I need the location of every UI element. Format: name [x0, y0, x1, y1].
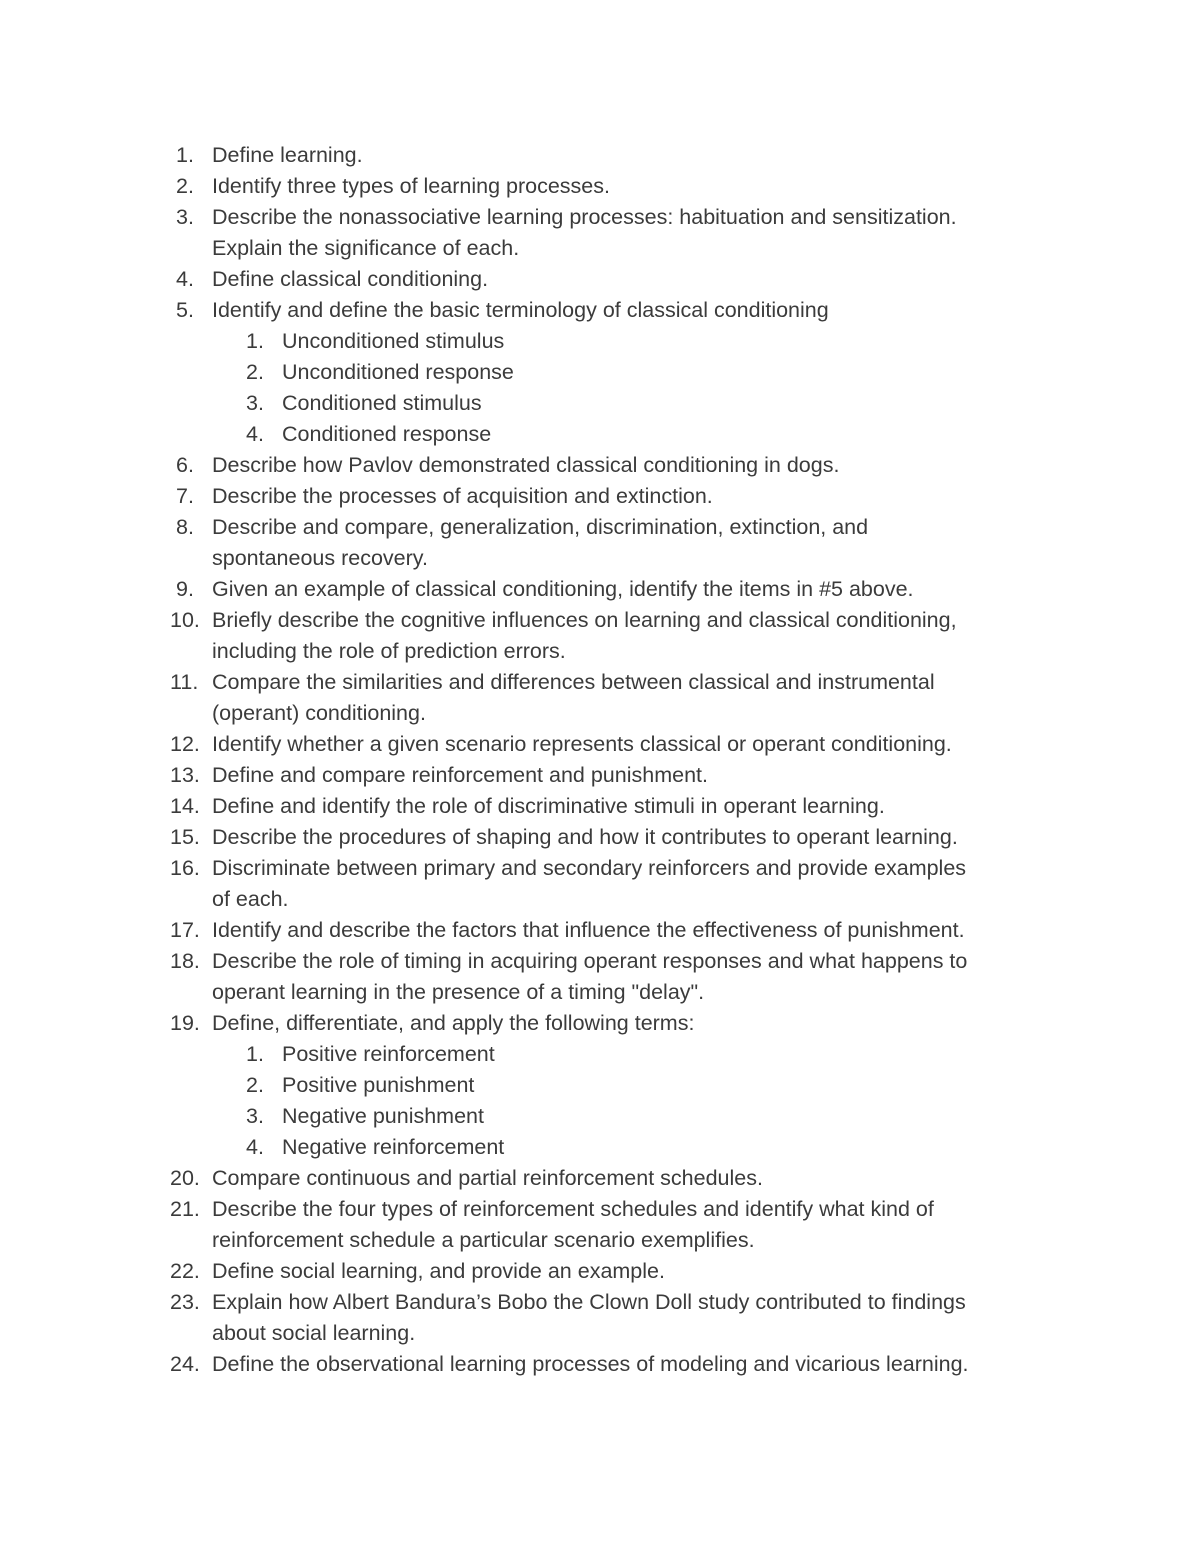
objective-item: [170, 481, 1070, 512]
objective-number: 4.: [176, 267, 194, 291]
objective-number: 14.: [170, 794, 200, 818]
objective-text: about social learning.: [212, 1321, 416, 1345]
objective-number: 10.: [170, 608, 200, 632]
objective-item: [170, 1287, 1070, 1349]
objective-text: Describe the role of timing in acquiring operant responses and what happens to: [212, 949, 968, 973]
objective-text: operant learning in the presence of a timing "delay".: [212, 980, 705, 1004]
sub-item: [170, 388, 1070, 419]
objective-text: Define classical conditioning.: [212, 267, 489, 291]
objective-text: Describe the processes of acquisition and extinction.: [212, 484, 713, 508]
objective-text: Explain the significance of each.: [212, 236, 520, 260]
objective-text: Identify three types of learning processes.: [212, 174, 610, 198]
objective-number: 6.: [176, 453, 194, 477]
objective-item: [170, 1194, 1070, 1256]
objective-number: 3.: [176, 205, 194, 229]
sub-item-text: Positive reinforcement: [282, 1042, 495, 1066]
objective-item: [170, 791, 1070, 822]
objective-text: Given an example of classical conditioning, identify the items in #5 above.: [212, 577, 914, 601]
objective-text: Identify and define the basic terminology of classical conditioning: [212, 298, 829, 322]
objective-item: [170, 264, 1070, 295]
objective-item: [170, 171, 1070, 202]
objective-item: [170, 140, 1070, 171]
objective-text: Define and identify the role of discriminative stimuli in operant learning.: [212, 794, 885, 818]
objective-item: [170, 946, 1070, 1008]
sub-item: [170, 357, 1070, 388]
objective-item: [170, 605, 1070, 667]
objective-item: [170, 667, 1070, 729]
objective-item: [170, 1163, 1070, 1194]
objective-text: Define, differentiate, and apply the following terms:: [212, 1011, 695, 1035]
sub-item-number: 1.: [246, 329, 264, 353]
objective-text: Identify and describe the factors that influence the effectiveness of punishment.: [212, 918, 965, 942]
objective-number: 11.: [170, 670, 199, 694]
objective-sublist: [212, 1039, 1070, 1163]
objective-item: [170, 1256, 1070, 1287]
objective-number: 13.: [170, 763, 200, 787]
objective-number: 5.: [176, 298, 194, 322]
objective-number: 15.: [170, 825, 200, 849]
objective-text: Describe and compare, generalization, discrimination, extinction, and: [212, 515, 869, 539]
objective-item: [170, 295, 1070, 450]
objective-number: 1.: [176, 143, 194, 167]
sub-item-text: Conditioned response: [282, 422, 492, 446]
objective-text: Describe how Pavlov demonstrated classical conditioning in dogs.: [212, 453, 840, 477]
sub-item: [170, 419, 1070, 450]
objective-number: 7.: [176, 484, 194, 508]
objective-text: Define learning.: [212, 143, 363, 167]
objective-text: including the role of prediction errors.: [212, 639, 566, 663]
sub-item-number: 3.: [246, 1104, 264, 1128]
objective-text: reinforcement schedule a particular scenario exemplifies.: [212, 1228, 755, 1252]
sub-item-number: 2.: [246, 360, 264, 384]
sub-item-text: Conditioned stimulus: [282, 391, 482, 415]
objective-number: 17.: [170, 918, 200, 942]
sub-item: [170, 1101, 1070, 1132]
objective-text: Define social learning, and provide an example.: [212, 1259, 665, 1283]
sub-item: [170, 1070, 1070, 1101]
sub-item-text: Negative punishment: [282, 1104, 484, 1128]
objective-item: [170, 574, 1070, 605]
objective-number: 18.: [170, 949, 200, 973]
sub-item-number: 2.: [246, 1073, 264, 1097]
objective-item: [170, 822, 1070, 853]
objective-item: [170, 450, 1070, 481]
objective-number: 16.: [170, 856, 200, 880]
learning-objectives-list: [170, 140, 1070, 1380]
objective-number: 22.: [170, 1259, 200, 1283]
sub-item-number: 4.: [246, 1135, 264, 1159]
sub-item: [170, 1039, 1070, 1070]
objective-text: Define and compare reinforcement and punishment.: [212, 763, 708, 787]
objective-sublist: [212, 326, 1070, 450]
sub-item: [170, 326, 1070, 357]
objective-text: Discriminate between primary and secondary reinforcers and provide examples: [212, 856, 967, 880]
objective-text: of each.: [212, 887, 289, 911]
sub-item-number: 1.: [246, 1042, 264, 1066]
objective-number: 2.: [176, 174, 194, 198]
objective-text: Describe the nonassociative learning processes: habituation and sensitization.: [212, 205, 957, 229]
objective-item: [170, 1008, 1070, 1163]
objective-text: Describe the procedures of shaping and how it contributes to operant learning.: [212, 825, 958, 849]
sub-item-text: Positive punishment: [282, 1073, 475, 1097]
objective-text: Explain how Albert Bandura’s Bobo the Clown Doll study contributed to findings: [212, 1290, 966, 1314]
sub-item-text: Negative reinforcement: [282, 1135, 505, 1159]
objective-number: 9.: [176, 577, 194, 601]
objective-number: 21.: [170, 1197, 200, 1221]
objective-text: Compare continuous and partial reinforcement schedules.: [212, 1166, 763, 1190]
objective-number: 8.: [176, 515, 194, 539]
objective-text: Compare the similarities and differences between classical and instrumental: [212, 670, 935, 694]
objective-number: 12.: [170, 732, 200, 756]
objective-text: spontaneous recovery.: [212, 546, 428, 570]
objective-text: Identify whether a given scenario represents classical or operant conditioning.: [212, 732, 952, 756]
sub-item-text: Unconditioned stimulus: [282, 329, 505, 353]
objective-number: 23.: [170, 1290, 200, 1314]
objective-text: Describe the four types of reinforcement schedules and identify what kind of: [212, 1197, 934, 1221]
objective-item: [170, 512, 1070, 574]
objective-text: (operant) conditioning.: [212, 701, 426, 725]
objective-item: [170, 915, 1070, 946]
objective-item: [170, 1349, 1070, 1380]
sub-item-text: Unconditioned response: [282, 360, 514, 384]
objective-item: [170, 760, 1070, 791]
objective-number: 24.: [170, 1352, 200, 1376]
objective-item: [170, 853, 1070, 915]
objective-item: [170, 202, 1070, 264]
objective-number: 19.: [170, 1011, 200, 1035]
sub-item-number: 4.: [246, 422, 264, 446]
sub-item: [170, 1132, 1070, 1163]
objective-text: Briefly describe the cognitive influences on learning and classical conditioning,: [212, 608, 957, 632]
objective-number: 20.: [170, 1166, 200, 1190]
objective-text: Define the observational learning processes of modeling and vicarious learning.: [212, 1352, 969, 1376]
sub-item-number: 3.: [246, 391, 264, 415]
objective-item: [170, 729, 1070, 760]
